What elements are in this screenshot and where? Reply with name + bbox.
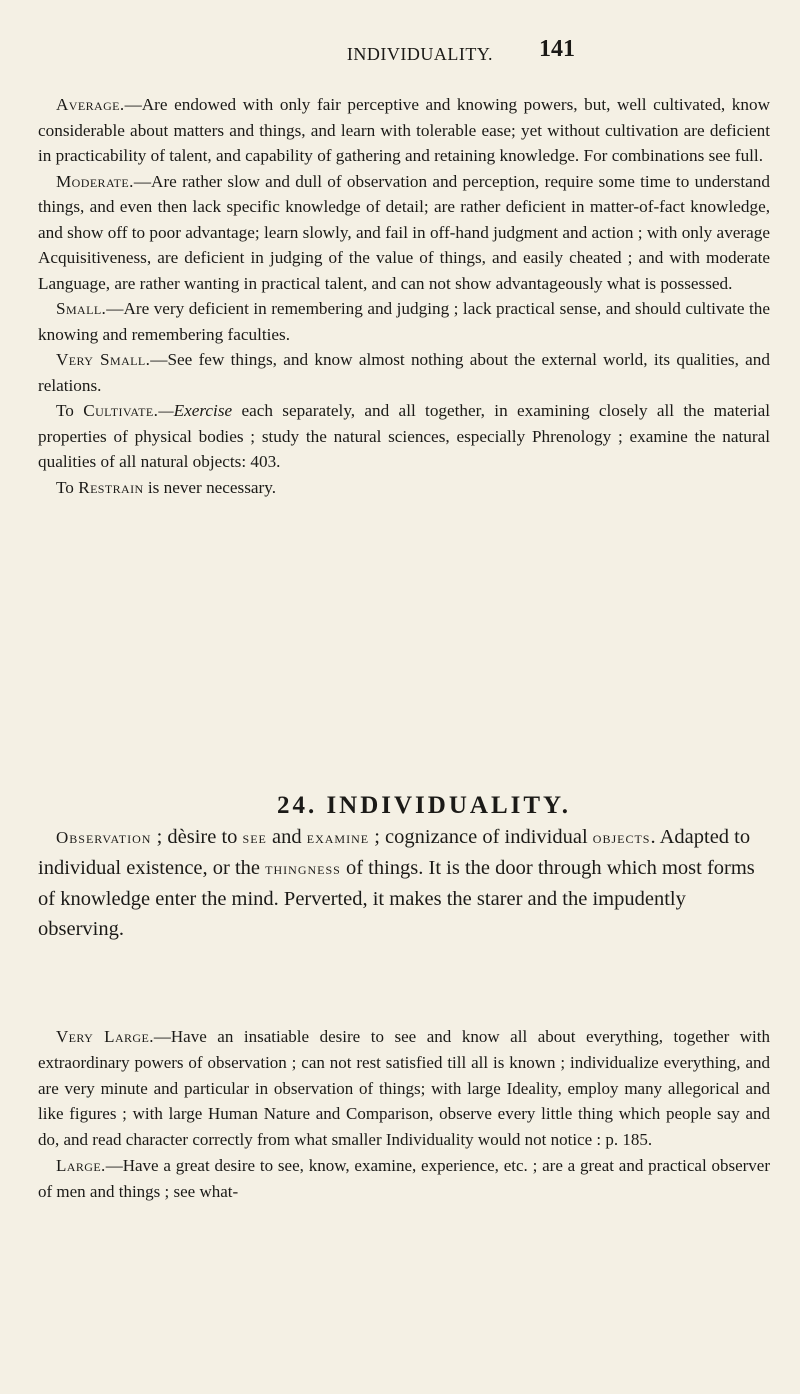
section-definition bbox=[38, 822, 770, 944]
paragraph-small bbox=[38, 296, 770, 347]
paragraph-text: —Are rather slow and dull of observation and perception, require some time to understand things, and even then lack specific knowledge of detail; are rather deficient in matter-of-fact knowledge, and show off to poor advantage; learn slowly, and fail in off-hand judgment and action ; with only average Acquisitiveness, are deficient in judging of the value of things, and easily cheated ; and with moderate Language, are rather wanting in practical talent, and can not show advantageously what is possessed. bbox=[38, 171, 770, 293]
lower-text-block bbox=[38, 1024, 770, 1205]
paragraph-label: Moderate. bbox=[56, 171, 134, 191]
paragraph-prefix: To bbox=[56, 401, 84, 420]
paragraph-text: each separately, and all together, in examining closely all the material properties of physical bodies ; study the natural sciences, especially Phrenology ; examine the natural qualities of all natural objects: 403. bbox=[38, 401, 770, 471]
paragraph-text: —Have a great desire to see, know, examine, experience, etc. ; are a great and practical observer of men and things ; see what- bbox=[38, 1155, 770, 1201]
paragraph-cultivate bbox=[38, 398, 770, 475]
paragraph-prefix: To bbox=[56, 477, 79, 497]
paragraph-label: Large. bbox=[56, 1155, 106, 1175]
definition-term: thingness bbox=[265, 859, 341, 878]
page-number: 141 bbox=[539, 36, 575, 62]
paragraph-text: is never necessary. bbox=[143, 477, 277, 497]
running-title: INDIVIDUALITY. bbox=[346, 44, 494, 64]
paragraph-label: Very Large. bbox=[56, 1027, 154, 1046]
paragraph-moderate bbox=[38, 169, 770, 297]
definition-term: see bbox=[242, 828, 267, 847]
definition-term: examine bbox=[306, 828, 370, 847]
paragraph-label: Small. bbox=[56, 299, 107, 318]
paragraph-text: —Are endowed with only fair perceptive and knowing powers, but, well cultivated, know considerable about matters and things, and learn with tolerable ease; yet without cultivation are deficient in practicability of talent, and capability of gathering and retaining knowledge. For combinations see full. bbox=[38, 95, 770, 165]
paragraph-label: Average. bbox=[56, 95, 125, 114]
paragraph-text: —Have an insatiable desire to see and know all about everything, together with extraordinary powers of observation ; can not rest satisfied till all is known ; individualize everything, and are very minute and particular in observation of things; with large Ideality, employ many allegorical and like figures ; with large Human Nature and Comparison, observe every little thing which people say and do, and read character correctly from what smaller Individuality would not notice : p. 185. bbox=[38, 1027, 770, 1150]
paragraph-label: Very Small. bbox=[56, 350, 151, 369]
definition-text: and bbox=[266, 826, 307, 848]
paragraph-label: Restrain bbox=[78, 477, 144, 497]
definition-text: ; cognizance of individual bbox=[369, 826, 593, 848]
running-head bbox=[0, 44, 800, 65]
definition-text: . Adapted to individual existence, or the bbox=[38, 826, 751, 879]
paragraph-large bbox=[38, 1153, 770, 1205]
section-individuality bbox=[38, 792, 770, 944]
definition-term: objects bbox=[592, 828, 651, 847]
definition-text: ; dèsire to bbox=[151, 826, 243, 848]
upper-text-block bbox=[38, 92, 770, 500]
paragraph-text: —See few things, and know almost nothing about the external world, its qualities, and relations. bbox=[38, 350, 770, 395]
paragraph-very-large bbox=[38, 1024, 770, 1153]
paragraph-italic-lead: —Exercise bbox=[158, 401, 233, 420]
paragraph-restrain bbox=[38, 475, 770, 501]
paragraph-label: Cultivate. bbox=[83, 401, 159, 420]
paragraph-very-small bbox=[38, 347, 770, 398]
paragraph-text: —Are very deficient in remembering and judging ; lack practical sense, and should cultivate the knowing and remembering faculties. bbox=[38, 299, 770, 344]
paragraph-average bbox=[38, 92, 770, 169]
section-heading: 24. INDIVIDUALITY. bbox=[276, 792, 572, 819]
definition-text: of things. It is the door through which most forms of knowledge enter the mind. Perverted, it makes the starer and the impudently observing. bbox=[38, 857, 755, 940]
definition-term: Observation bbox=[56, 828, 152, 847]
